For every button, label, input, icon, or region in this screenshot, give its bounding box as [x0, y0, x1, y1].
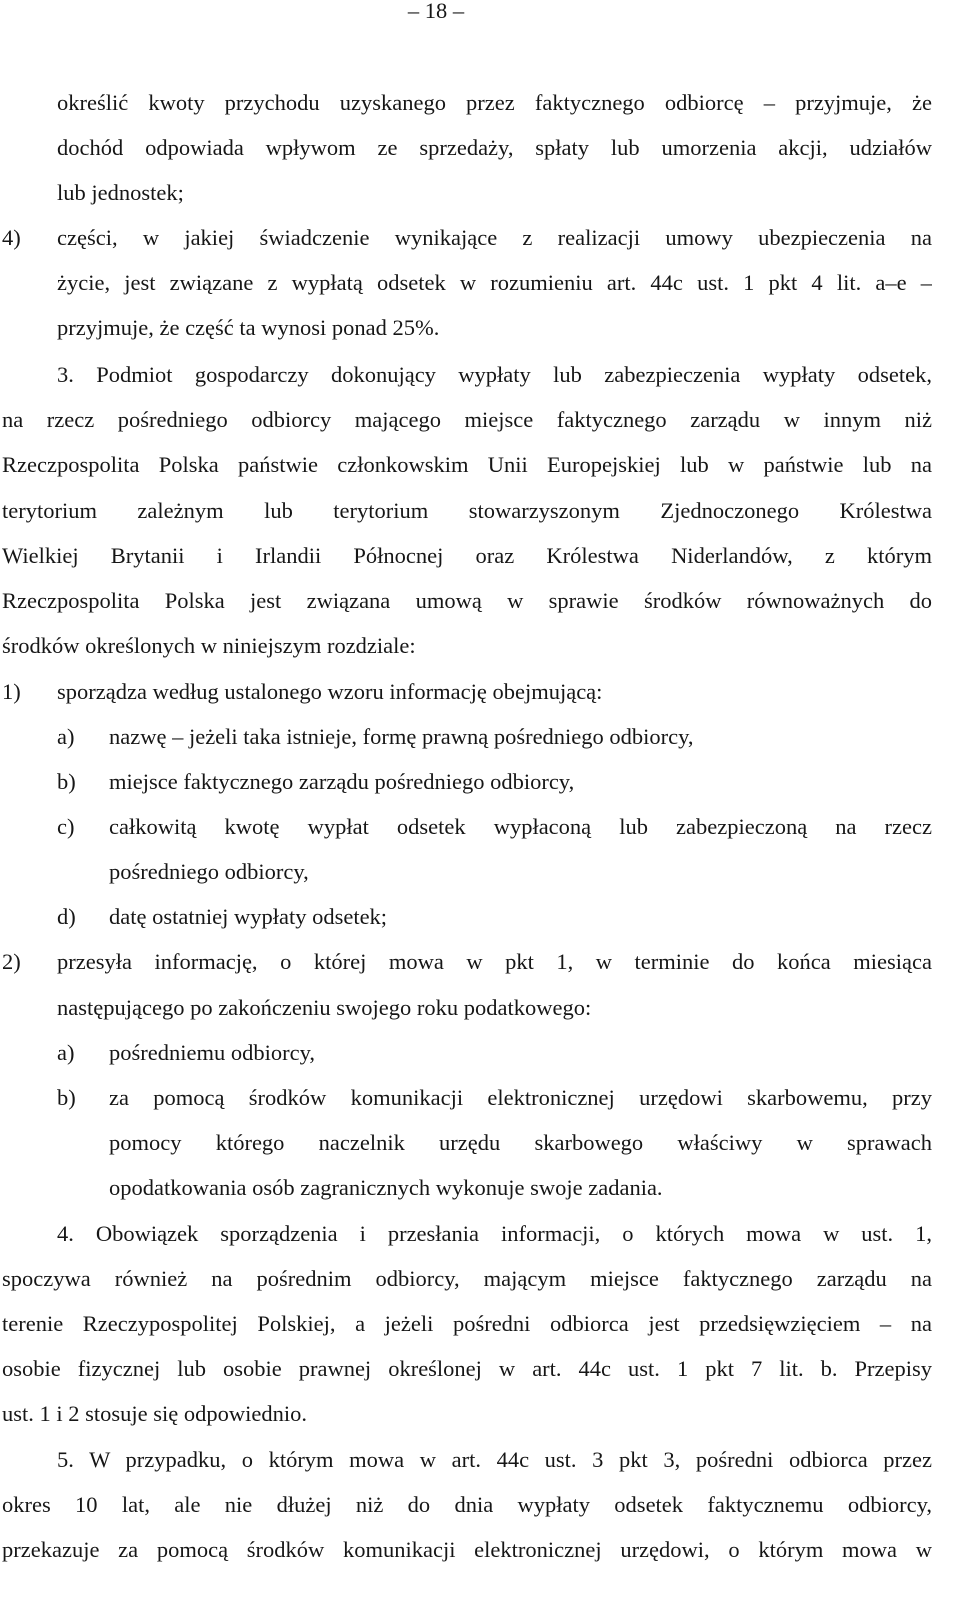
text-line: na rzecz pośredniego odbiorcy mającego miejsce faktycznego zarządu w innym niż — [2, 407, 932, 432]
text-line: datę ostatniej wypłaty odsetek; — [109, 904, 388, 929]
text-line: za pomocą środków komunikacji elektronicznej urzędowi skarbowemu, przy — [109, 1085, 932, 1110]
text-line: sporządza według ustalonego wzoru informację obejmującą: — [57, 679, 603, 704]
text-line: ust. 1 i 2 stosuje się odpowiednio. — [2, 1401, 307, 1426]
list-marker: 1) — [2, 679, 21, 704]
text-line: terytorium zależnym lub terytorium stowarzyszonym Zjednoczonego Królestwa — [2, 498, 932, 523]
text-line: pośredniemu odbiorcy, — [109, 1040, 315, 1065]
list-marker: d) — [57, 904, 76, 929]
text-line: życie, jest związane z wypłatą odsetek w rozumieniu art. 44c ust. 1 pkt 4 lit. a–e – — [57, 270, 932, 295]
text-line: miejsce faktycznego zarządu pośredniego odbiorcy, — [109, 769, 575, 794]
text-line: opodatkowania osób zagranicznych wykonuje swoje zadania. — [109, 1175, 663, 1200]
text-line: 5. W przypadku, o którym mowa w art. 44c ust. 3 pkt 3, pośredni odbiorca przez — [57, 1447, 932, 1472]
list-marker: 2) — [2, 949, 21, 974]
text-line: następującego po zakończeniu swojego roku podatkowego: — [57, 995, 592, 1020]
text-line: terenie Rzeczypospolitej Polskiej, a jeżeli pośredni odbiorca jest przedsięwzięciem – na — [2, 1311, 932, 1336]
text-line: Rzeczpospolita Polska państwie członkowskim Unii Europejskiej lub w państwie lub na — [2, 452, 932, 477]
text-line: dochód odpowiada wpływom ze sprzedaży, spłaty lub umorzenia akcji, udziałów — [57, 135, 932, 160]
text-line: nazwę – jeżeli taka istnieje, formę prawną pośredniego odbiorcy, — [109, 724, 694, 749]
text-line: określić kwoty przychodu uzyskanego przez faktycznego odbiorcę – przyjmuje, że — [57, 90, 932, 115]
page-number: – 18 – — [407, 0, 465, 23]
text-line: okres 10 lat, ale nie dłużej niż do dnia wypłaty odsetek faktycznemu odbiorcy, — [2, 1492, 932, 1517]
text-line: przekazuje za pomocą środków komunikacji elektronicznej urzędowi, o którym mowa w — [2, 1537, 932, 1562]
text-line: przyjmuje, że część ta wynosi ponad 25%. — [57, 315, 440, 340]
list-marker: a) — [57, 1040, 75, 1065]
text-line: pomocy którego naczelnik urzędu skarbowego właściwy w sprawach — [109, 1130, 932, 1155]
list-marker: a) — [57, 724, 75, 749]
text-line: 3. Podmiot gospodarczy dokonujący wypłaty lub zabezpieczenia wypłaty odsetek, — [57, 362, 932, 387]
text-line: całkowitą kwotę wypłat odsetek wypłaconą lub zabezpieczoną na rzecz — [109, 814, 932, 839]
text-line: Wielkiej Brytanii i Irlandii Północnej oraz Królestwa Niderlandów, z którym — [2, 543, 932, 568]
text-line: 4. Obowiązek sporządzenia i przesłania informacji, o których mowa w ust. 1, — [57, 1221, 932, 1246]
text-line: Rzeczpospolita Polska jest związana umową w sprawie środków równoważnych do — [2, 588, 932, 613]
text-line: pośredniego odbiorcy, — [109, 859, 309, 884]
list-marker: c) — [57, 814, 75, 839]
text-line: spoczywa również na pośrednim odbiorcy, mającym miejsce faktycznego zarządu na — [2, 1266, 932, 1291]
text-line: środków określonych w niniejszym rozdziale: — [2, 633, 416, 658]
list-marker: b) — [57, 769, 76, 794]
list-marker: b) — [57, 1085, 76, 1110]
text-line: osobie fizycznej lub osobie prawnej określonej w art. 44c ust. 1 pkt 7 lit. b. Przepisy — [2, 1356, 932, 1381]
text-line: lub jednostek; — [57, 180, 184, 205]
list-marker: 4) — [2, 225, 21, 250]
text-line: części, w jakiej świadczenie wynikające z realizacji umowy ubezpieczenia na — [57, 225, 932, 250]
text-line: przesyła informację, o której mowa w pkt 1, w terminie do końca miesiąca — [57, 949, 932, 974]
